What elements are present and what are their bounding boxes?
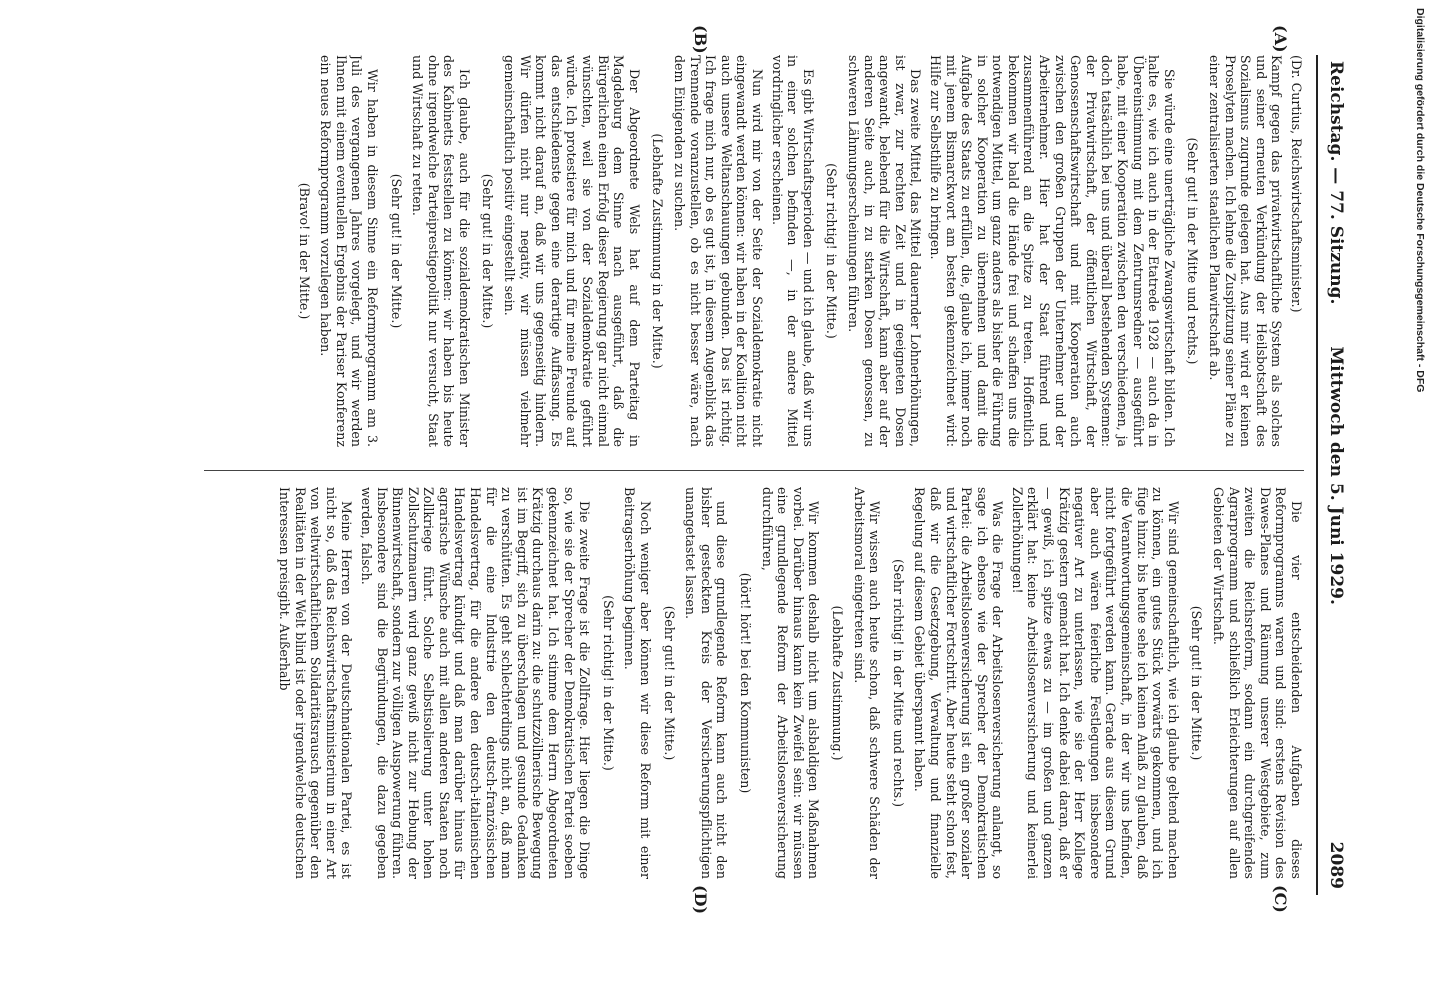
credit-text: Digitalisierung gefördert durch die Deutsche Forschungsgemeinschaft - DFG [1414,8,1426,393]
page-header [1316,55,1350,895]
header-rule [1316,55,1318,895]
paragraph: Der Abgeordnete Wels hat auf dem Parteitag in Magdeburg dem Sinne nach ausgeführt, daß die Bürgerlichen einen Erfolg dieser Regierung gar nicht einmal wünschten, weil sie von der Sozialdemokratie geführt würde. Ich protestiere für mich und für meine Freunde auf das entschiedenste gegen eine derartige Auffassung. Es kommt nicht darauf an, daß wir uns gegenseitig hindern. Wir dürfen nicht nur negativ, wir müssen vielmehr gemeinschaftlich positiv eingestellt sein. [502,55,642,447]
paragraph: Kampf gegen das privatwirtschaftliche System als solches und seiner erneuten Verkündung der Heilsbotschaft des Sozialismus zugrunde gelegen hat. Aus mir wird er keinen Proselyten machen. Ich lehne die Zuspitzung seiner Pläne zu einer zentralisierten staatlichen Planwirtschaft ab. [1207,55,1285,447]
interjection: (Sehr gut! in der Mitte.) [1189,605,1205,761]
margin-marker-d: (D) [691,885,710,915]
margin-marker-c: (C) [1271,885,1290,913]
paragraph: und diese grundlegende Reform kann auch nicht den bisher gesteckten Kreis der Versicherungspflichtigen unangetastet lassen. [683,487,730,879]
paragraph: Was die Frage der Arbeitslosenversicherung anlangt, so sage ich ebenso wie der Sprecher der Demokratischen Partei: die Arbeitslosenversicherung ist ein großer sozialer und wirtschaftlicher Fortschritt. Aber heute steht schon fest, daß wir die Gesetzgebung, Verwaltung und finanzielle Regelung auf diesem Gebiet überspannt haben. [912,487,1006,879]
paragraph: Die zweite Frage ist die Zollfrage. Hier liegen die Dinge so, wie sie der Sprecher der Demokratischen Partei soeben gekennzeichnet hat. Ich stimme dem Herrn Abgeordneten Krätzig durchaus darin zu: die schutzzöllnerische Bewegung ist im Begriff, sich zu überschlagen und gesunde Gedanken zu verschütten. Es geht schlechterdings nicht an, daß man für die eine Industrie den deutsch-französischen Handelsvertrag, für die andere den deutsch-italienischen Handelsvertrag kündigt und daß man darüber hinaus für agrarische Wünsche auch mit allen anderen Staaten noch Zollkriege führt. Solche Selbstisolierung unter hohen Zollschutzmauern wird ganz gewiß nicht zur Hebung der Binnenwirtschaft, sondern zur völligen Auspowerung führen. Insbesondere sind die Begründungen, die dazu gegeben werden, falsch. [358,487,593,879]
printed-sheet [60,25,1350,915]
interjection: (Sehr gut! in der Mitte.) [661,605,677,761]
paragraph: Nun wird mir von der Seite der Sozialdemokratie nicht eingewandt werden können: wir haben in der Koalition nicht auch unsere Weltanschauungen gebunden. Das ist richtig. Ich frage mich nur, ob es gut ist, in diesem Augenblick das Trennende voranzustellen, ob es nicht besser wäre, nach dem Einigenden zu suchen. [672,55,765,447]
interjection: (hört! hört! bei den Kommunisten) [738,572,753,794]
interjection: (Lebhafte Zustimmung.) [829,605,845,761]
interjection: (Bravo! in der Mitte.) [296,182,312,320]
digitization-credit [1412,8,1432,978]
paragraph: Wir wissen auch heute schon, daß schwere Schäden der Arbeitsmoral eingetreten sind. [851,487,883,879]
paragraph: Sie würde eine unerträgliche Zwangswirtschaft bilden. Ich halte es, wie ich auch in der Etatrede 1928 — auch da in Übereinstimmung mit dem Zentrumsredner — ausgeführt habe, mit einer Kooperation zwischen den verschiedenen, ja doch tatsächlich bei uns und überall bestehenden Systemen: der Privatwirtschaft, der öffentlichen Wirtschaft, der Genossenschaftswirtschaft und mit Kooperation auch zwischen den großen Gruppen der Unternehmer und der Arbeiternehmer. Hier hat der Staat führend und zusammenführend an die Spitze zu treten. Hoffentlich bekommen wir bald die Hände frei und schaffen uns die notwendigen Mittel, um ganz anders als bisher die Führung in solcher Kooperation zu übernehmen und damit die Aufgabe des Staats zu erfüllen, die, glaube ich, immer noch mit jenem Bismarckwort am besten gekennzeichnet wird: Hilfe zur Selbsthilfe zu bringen. [927,55,1177,447]
interjection: (Sehr richtig! in der Mitte.) [824,163,840,339]
margin-marker-b: (B) [691,25,710,54]
paragraph: Noch weniger aber können wir diese Reform mit einer Beitragserhöhung beginnen. [622,487,654,879]
paragraph: Wir sind gemeinschaftlich, wie ich glaube geltend machen zu können, ein gutes Stück vorwärts gekommen, und ich füge hinzu: bis heute sehe ich keinen Anlaß zu glauben, daß die Verantwortungsgemeinschaft, in der wir uns befinden, nicht fortgeführt werden kann. Gerade aus diesem Grund aber auch wären feierliche Festlegungen insbesondere negativer Art zu unterlassen, wie sie der Herr Kollege Krätzig gestern gemacht hat. Ich denke dabei daran, daß er — gewiß, ich spitze etwas zu — im großen und ganzen erklärt hat: keine Arbeitslosenversicherung und keinerlei Zollerhöhungen! [1009,487,1181,879]
page-number: 2089 [1326,841,1346,889]
paragraph: Ich glaube, auch für die sozialdemokratischen Minister des Kabinetts feststellen zu können: wir haben bis heute ohne irgendwelche Parteiprestigepolitik nur versucht, Staat und Wirtschaft zu retten. [410,55,472,447]
speaker-line: (Dr. Curtius, Reichswirtschaftsminister.) [1289,55,1304,313]
column-divider [204,470,1304,471]
paragraph: Wir haben in diesem Sinne ein Reformprogramm am 3. Juli des vergangenen Jahres vorgelegt, und wir werden Ihnen mit einem eventuellen Ergebnis der Pariser Konferenz ein neues Reformprogramm vorzulegen haben. [318,55,380,447]
interjection: (Sehr gut! in der Mitte und rechts.) [1185,137,1201,365]
paragraph: Das zweite Mittel, das Mittel dauernder Lohnerhöhungen, ist zwar, zur rechten Zeit und in geeigneten Dosen angewandt, belebend für die Wirtschaft, kann aber auf der anderen Seite auch, in zu starken Dosen genossen, zu schweren Lähmungserscheinungen führen. [845,55,924,447]
header-date: Mittwoch den 5. Juni 1929. [1326,346,1346,605]
paragraph: Die vier entscheidenden Aufgaben dieses Reformprogramms waren und sind: erstens Revision des Dawes-Planes und Räumung unserer Westgebiete, zum zweiten die Reichsreform, sodann ein durchgreifendes Agrarprogramm und schließlich Erleichterungen auf allen Gebieten der Wirtschaft. [1211,487,1304,879]
text-column-right [74,487,1304,879]
header-session: Reichstag. — 77. Sitzung. [1326,61,1346,305]
header-date-page [1326,346,1346,889]
interjection: (Sehr gut! in der Mitte.) [388,173,404,329]
interjection: (Sehr richtig! in der Mitte.) [600,595,616,771]
interjection: (Lebhafte Zustimmung in der Mitte.) [650,133,666,369]
paragraph: Wir kommen deshalb nicht um alsbaldigen Maßnahmen vorbei. Darüber hinaus kann kein Zweifel sein: wir müssen eine grundlegende Reform der Arbeitslosenversicherung durchführen, [759,487,822,879]
interjection: (Sehr gut! in der Mitte.) [480,173,496,329]
margin-marker-a: (A) [1271,25,1290,53]
text-column-left [74,55,1304,447]
paragraph: Meine Herren von der Deutschnationalen Partei, es ist nicht so, daß das Reichswirtschaftsministerium in einer Art von weltwirtschaftlichem Solidaritätsrausch gegenüber den Realitäten in der Welt blind ist oder irgendwelche deutschen Interessen preisgibt. Außerhalb [276,487,355,879]
interjection: (Sehr richtig! in der Mitte und rechts.) [890,558,906,808]
paragraph: Es gibt Wirtschaftsperioden — und ich glaube, daß wir uns in einer solchen befinden —, in der andere Mittel vordringlicher erscheinen. [769,55,816,447]
